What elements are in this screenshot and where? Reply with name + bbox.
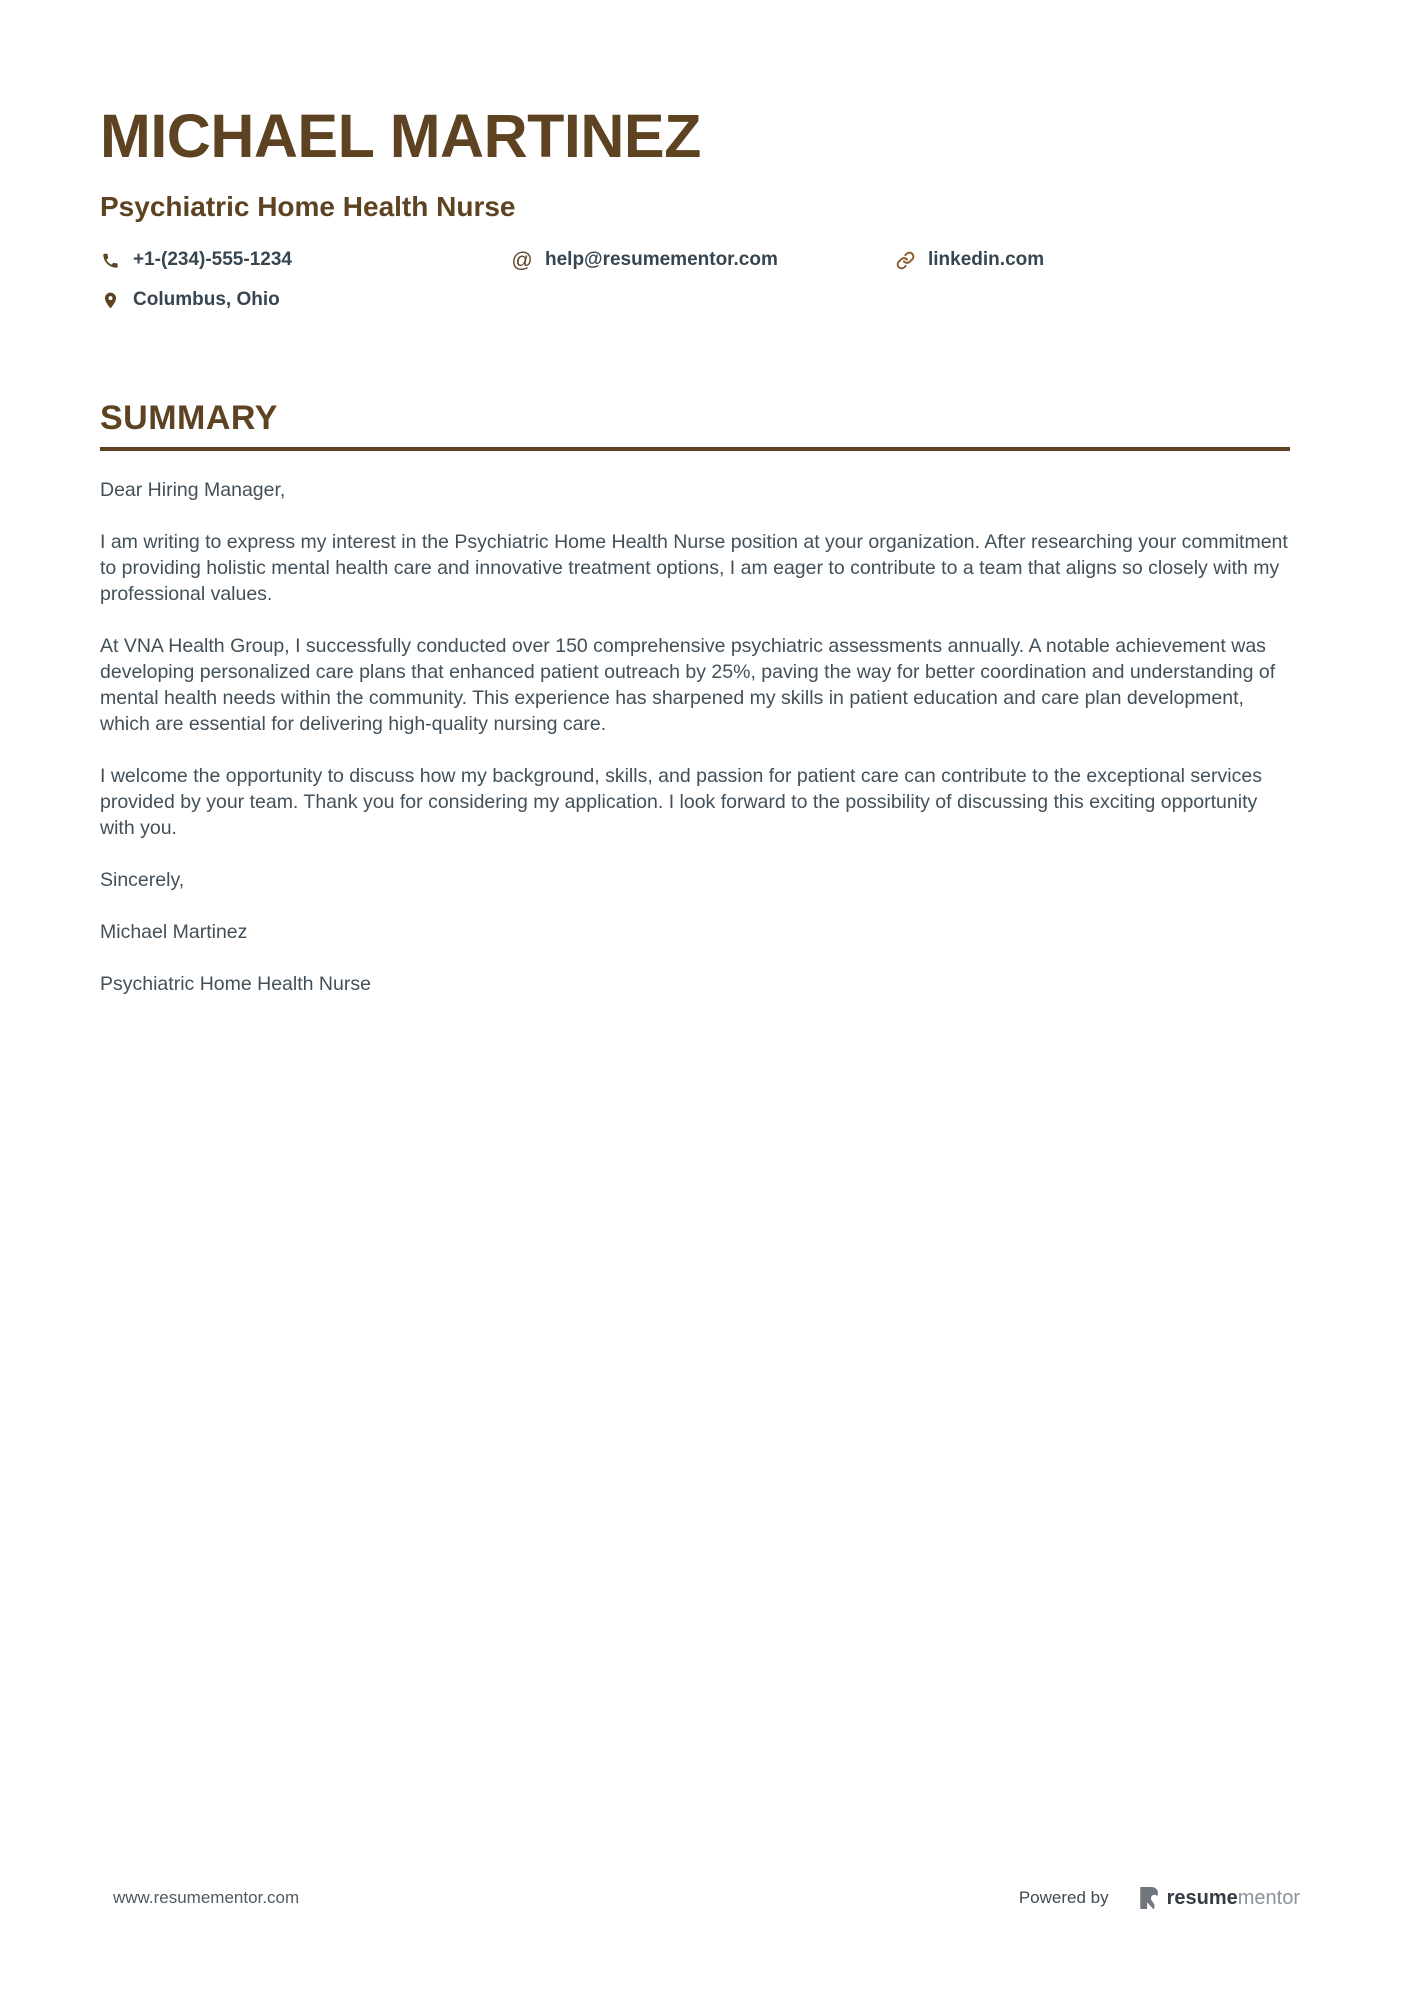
page-footer bbox=[0, 1885, 1410, 1911]
paragraph-closing: I welcome the opportunity to discuss how my background, skills, and passion for patient care can contribute to the exceptional services provided by your team. Thank you for considering my application. I look forward to the possibility of discussing this exciting opportunity with you. bbox=[100, 765, 1262, 839]
candidate-name: MICHAEL MARTINEZ bbox=[100, 102, 701, 170]
contact-phone-value: +1-(234)-555-1234 bbox=[133, 249, 292, 270]
contact-email[interactable] bbox=[512, 249, 895, 271]
cover-letter-body bbox=[100, 477, 1290, 997]
contact-linkedin-value: linkedin.com bbox=[928, 249, 1045, 270]
contact-location bbox=[100, 289, 512, 311]
sign-off: Sincerely, bbox=[100, 869, 185, 891]
brand-text-light: mentor bbox=[1237, 1887, 1300, 1909]
footer-branding bbox=[1019, 1885, 1300, 1911]
brand-text-bold: resume bbox=[1166, 1887, 1238, 1909]
resumementor-logo-link[interactable] bbox=[1137, 1885, 1300, 1911]
paragraph-experience: At VNA Health Group, I successfully conducted over 150 comprehensive psychiatric assessments annually. A notable achievement was developing personalized care plans that enhanced patient outreach by 25%, paving the way for better coordination and understanding of mental health needs within the community. This experience has sharpened my skills in patient education and care plan development, which are essential for delivering high-quality nursing care. bbox=[100, 635, 1276, 735]
paragraph-intro: I am writing to express my interest in the Psychiatric Home Health Nurse position at your organization. After researching your commitment to providing holistic mental health care and innovative treatment options, I am eager to contribute to a team that aligns so closely with my professional values. bbox=[100, 531, 1288, 605]
contact-linkedin[interactable] bbox=[895, 249, 1290, 271]
candidate-job-title: Psychiatric Home Health Nurse bbox=[100, 191, 516, 222]
salutation: Dear Hiring Manager, bbox=[100, 479, 286, 501]
signature-name: Michael Martinez bbox=[100, 921, 248, 943]
contact-location-value: Columbus, Ohio bbox=[133, 289, 280, 310]
map-pin-icon bbox=[100, 290, 120, 310]
powered-by-label: Powered by bbox=[1018, 1888, 1109, 1907]
resumementor-logo-icon bbox=[1137, 1885, 1161, 1911]
summary-section bbox=[100, 399, 1290, 997]
contact-email-value: help@resumementor.com bbox=[545, 249, 778, 270]
at-sign-icon: @ bbox=[511, 248, 533, 272]
footer-website-link[interactable]: www.resumementor.com bbox=[113, 1888, 300, 1907]
link-icon bbox=[895, 250, 915, 270]
signature-title: Psychiatric Home Health Nurse bbox=[100, 973, 371, 995]
page-content bbox=[0, 0, 1410, 997]
resumementor-logo-text bbox=[1167, 1888, 1300, 1908]
contact-phone[interactable] bbox=[100, 249, 512, 271]
phone-icon bbox=[100, 250, 120, 270]
summary-heading: SUMMARY bbox=[100, 399, 1290, 451]
contact-info bbox=[100, 249, 1290, 311]
